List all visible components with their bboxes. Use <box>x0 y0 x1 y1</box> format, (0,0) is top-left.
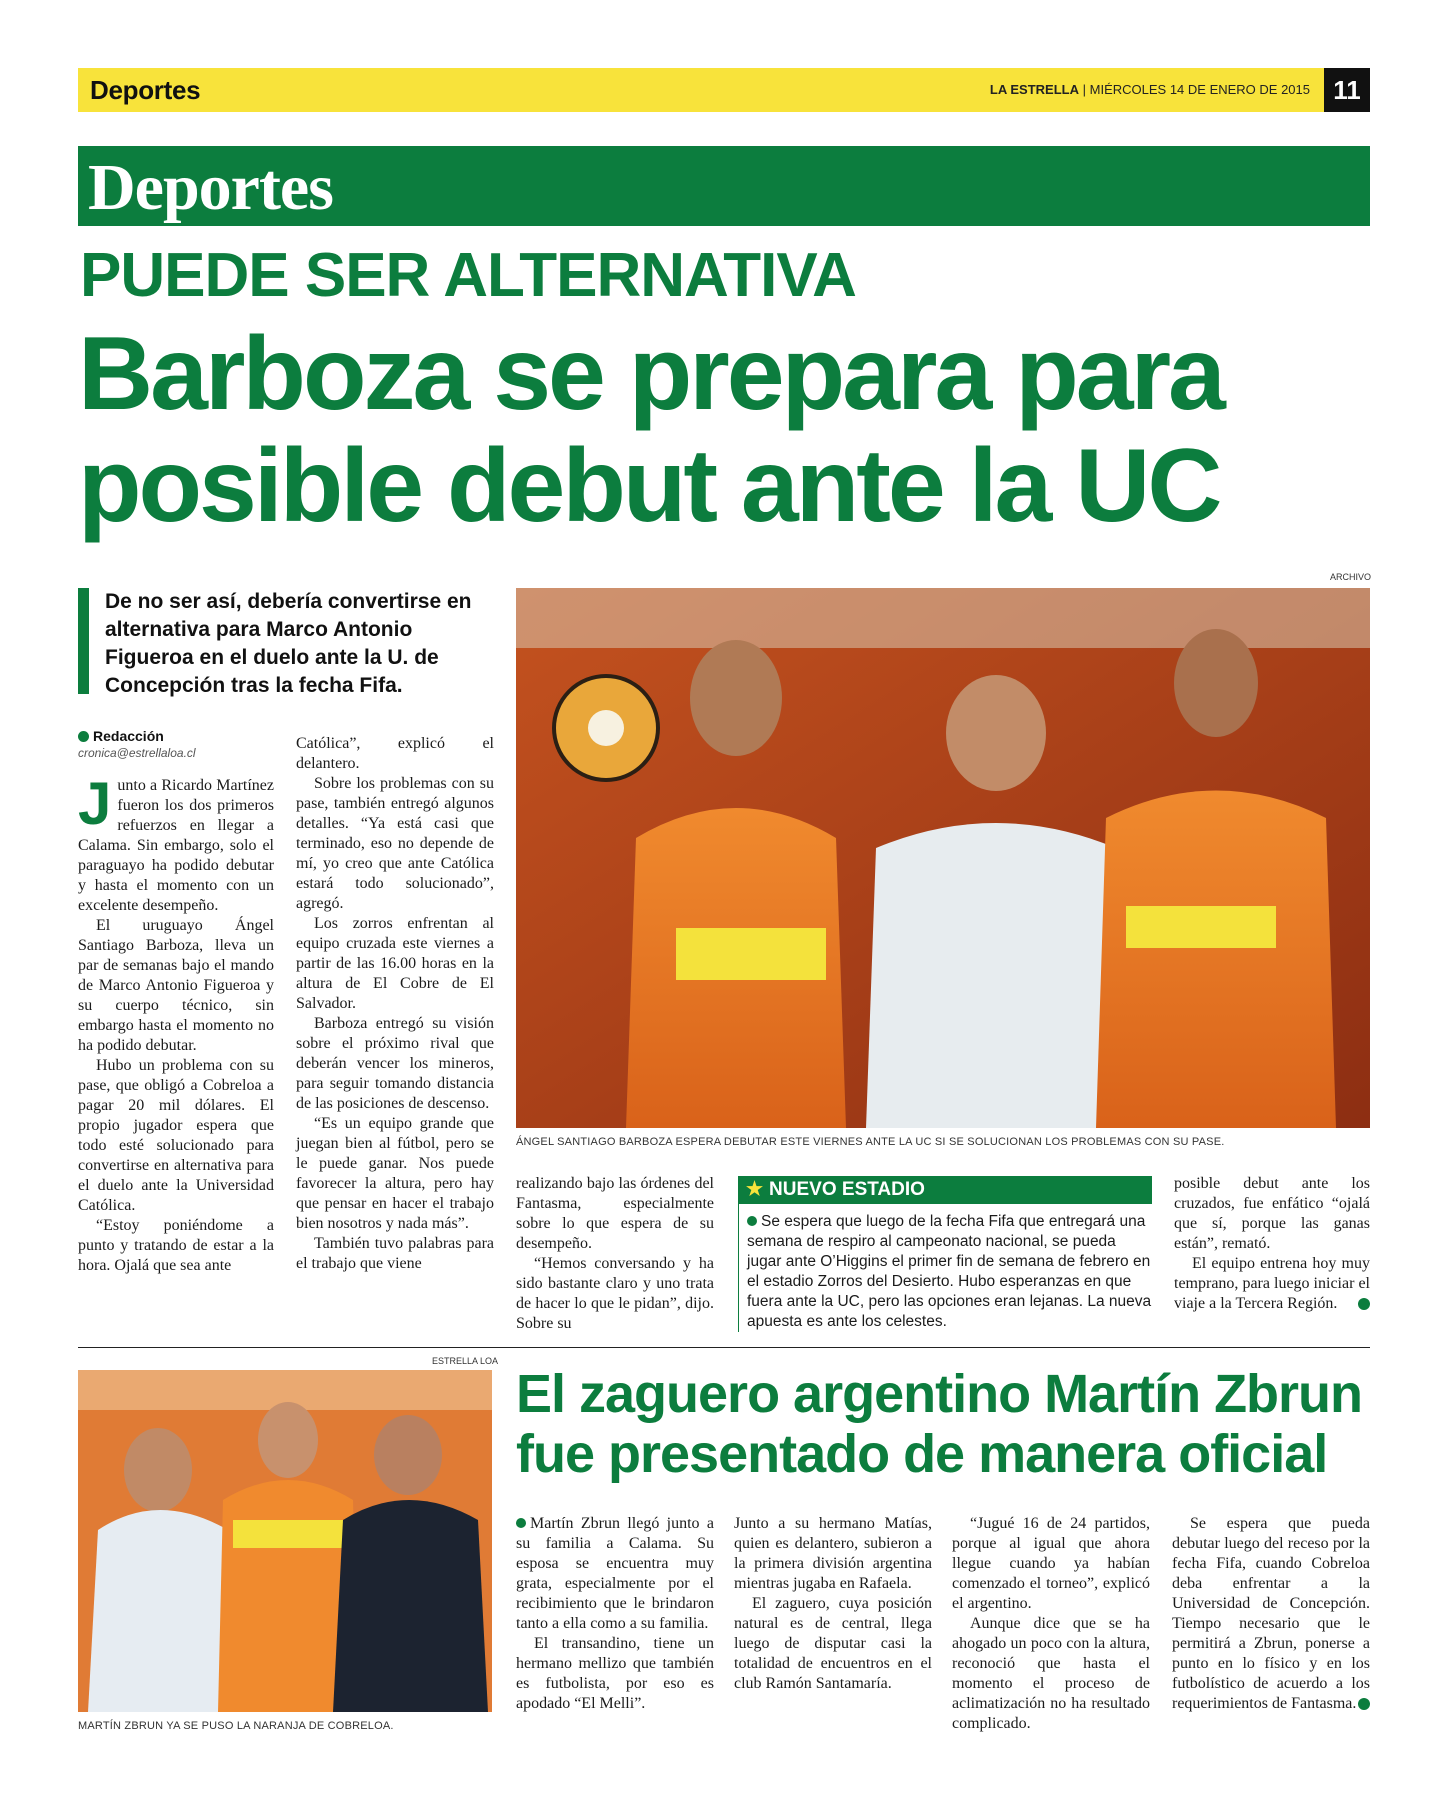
article-column-3 <box>516 1174 714 1334</box>
paragraph: “Hemos conversando y ha sido bastante claro y uno trata de hacer lo que le pidan”, dijo. Sobre su <box>516 1255 714 1332</box>
paragraph: Sobre los problemas con su pase, también entregó algunos detalles. “Ya está casi que terminado, eso no depende de mí, yo creo que ante Católica estará todo solucionado”, agregó. <box>296 775 494 912</box>
photo-zbrun-presentation <box>78 1370 492 1712</box>
section-banner <box>78 146 1370 226</box>
dateline-separator: | <box>1082 82 1087 97</box>
sidebar-box-body <box>738 1204 1152 1332</box>
end-mark-icon: ✪ <box>1358 1298 1370 1310</box>
paragraph-text: Se espera que pueda debutar luego del receso por la fecha Fifa, cuando Cobreloa deba enfrentar a la Universidad de Concepción. Tiempo necesario que le permitirá a Zbrun, ponerse a punto en lo físico y en los futbolístico de acuerdo a los requerimientos de Fantasma. <box>1172 1515 1370 1712</box>
headline-line-1: El zaguero argentino Martín Zbrun <box>516 1364 1363 1424</box>
drop-cap: J <box>78 770 112 837</box>
paragraph: posible debut ante los cruzados, fue enfático “ojalá que sí, porque las ganas están”, remató. <box>1174 1175 1370 1252</box>
publication-date: MIÉRCOLES 14 DE ENERO DE 2015 <box>1089 82 1310 97</box>
article-column-3 <box>952 1514 1150 1734</box>
paragraph-text: El equipo entrena hoy muy temprano, para luego iniciar el viaje a la Tercera Región. <box>1174 1255 1370 1312</box>
article-column-1 <box>516 1514 714 1714</box>
paragraph: Hubo un problema con su pase, que obligó a Cobreloa a pagar 20 mil dólares. El propio jugador espera que todo esté solucionado para convertirse en alternativa para el duelo ante la Universidad Católica. <box>78 1057 274 1214</box>
deck-text: De no ser así, debería convertirse en alternativa para Marco Antonio Figueroa en el duelo ante la U. de Concepción tras la fecha Fifa. <box>105 590 472 697</box>
paragraph: Junto a su hermano Matías, quien es delantero, subieron a la primera división argentina mientras jugaba en Rafaela. <box>734 1515 932 1592</box>
bullet-icon <box>516 1518 526 1528</box>
sidebar-box-header <box>738 1176 1152 1204</box>
article-column-4 <box>1172 1514 1385 1714</box>
paragraph: El transandino, tiene un hermano mellizo que también es futbolista, por eso es apodado “El Melli”. <box>516 1635 714 1712</box>
bullet-icon <box>747 1216 757 1226</box>
page-header-bar <box>78 68 1370 112</box>
sidebar-box <box>738 1176 1152 1332</box>
paragraph: Católica”, explicó el delantero. <box>296 735 494 772</box>
photo-barboza-presentation <box>516 588 1370 1128</box>
photo-caption: ÁNGEL SANTIAGO BARBOZA ESPERA DEBUTAR ESTE VIERNES ANTE LA UC SI SE SOLUCIONAN LOS PROBLEMAS CON SU PASE. <box>516 1136 1225 1148</box>
photo-caption: MARTÍN ZBRUN YA SE PUSO LA NARANJA DE COBRELOA. <box>78 1720 394 1732</box>
article-column-2 <box>296 734 494 1274</box>
sidebar-box-title: NUEVO ESTADIO <box>769 1179 925 1200</box>
paragraph: “Estoy poniéndome a punto y tratando de estar a la hora. Ojalá que sea ante <box>78 1217 274 1274</box>
paragraph: realizando bajo las órdenes del Fantasma, especialmente sobre lo que espera de su desempeño. <box>516 1175 714 1252</box>
paragraph: También tuvo palabras para el trabajo que viene <box>296 1235 494 1272</box>
article-column-1 <box>78 770 274 1276</box>
end-mark-icon: ✪ <box>1358 1698 1370 1710</box>
paragraph: Martín Zbrun llegó junto a su familia a Calama. Su esposa se encuentra muy grata, especialmente por el recibimiento que le brindaron tanto a ella como a su familia. <box>516 1515 714 1632</box>
paragraph: “Es un equipo grande que juegan bien al fútbol, pero se le puede ganar. Nos puede favorecer la altura, pero hay que pensar en hacer el trabajo bien nosotros y nada más”. <box>296 1115 494 1232</box>
paragraph: El uruguayo Ángel Santiago Barboza, lleva un par de semanas bajo el mando de Marco Antonio Figueroa y su cuerpo técnico, sin embargo hasta el momento no ha podido debutar. <box>78 917 274 1054</box>
article-kicker: PUEDE SER ALTERNATIVA <box>80 241 856 310</box>
article-column-2 <box>734 1514 932 1694</box>
byline <box>78 728 278 760</box>
byline-name: Redacción <box>93 728 164 744</box>
section-banner-title: Deportes <box>88 151 333 224</box>
photo-credit: ESTRELLA LOA <box>432 1356 499 1366</box>
page-number: 11 <box>1324 68 1370 112</box>
header-section-name: Deportes <box>90 75 201 105</box>
photo-credit: ARCHIVO <box>1330 572 1372 582</box>
sidebar-box-text: Se espera que luego de la fecha Fifa que entregará una semana de respiro al campeonato nacional, se pueda jugar ante O’Higgins el primer fin de semana de febrero en el estadio Zorros del Desierto. Hubo esperanzas en que fuera ante la UC, pero las opciones eran lejanas. La nueva apuesta es ante los celestes. <box>747 1213 1152 1330</box>
paragraph <box>1174 1254 1385 1314</box>
headline-line-2: posible debut ante la UC <box>78 428 1220 544</box>
paragraph: Los zorros enfrentan al equipo cruzada este viernes a partir de las 16.00 horas en la altura de El Cobre de El Salvador. <box>296 915 494 1012</box>
publication-name: LA ESTRELLA <box>989 82 1079 97</box>
photo-illustration <box>78 1370 492 1712</box>
paragraph <box>1172 1514 1385 1714</box>
byline-email: cronica@estrellaloa.cl <box>78 746 196 760</box>
paragraph: Barboza entregó su visión sobre el próximo rival que deberán vencer los mineros, para seguir tomando distancia de las posiciones de descenso. <box>296 1015 494 1112</box>
article-headline <box>78 318 1378 542</box>
paragraph: El zaguero, cuya posición natural es de central, llega luego de disputar casi la totalidad de encuentros en el club Ramón Santamaría. <box>734 1595 932 1692</box>
star-icon: ★ <box>746 1179 764 1200</box>
header-dateline <box>990 82 1310 97</box>
article-column-4 <box>1174 1174 1385 1314</box>
headline-line-2: fue presentado de manera oficial <box>516 1424 1328 1484</box>
article-headline <box>516 1364 1376 1484</box>
photo-illustration <box>516 588 1370 1128</box>
article-deck <box>78 588 478 697</box>
paragraph: “Jugué 16 de 24 partidos, porque al igual que ahora llegue cuando ya habían comenzado el torneo”, explicó el argentino. <box>952 1515 1150 1612</box>
article-divider <box>78 1347 1370 1348</box>
byline-bullet-icon <box>78 731 89 742</box>
paragraph: Aunque dice que se ha ahogado un poco con la altura, reconoció que hasta el momento el proceso de aclimatización no ha resultado complicado. <box>952 1615 1150 1732</box>
paragraph: unto a Ricardo Martínez fueron los dos primeros refuerzos en llegar a Calama. Sin embargo, solo el paraguayo ha podido debutar y hasta el momento con un excelente desempeño. <box>78 777 274 914</box>
headline-line-1: Barboza se prepara para <box>78 316 1223 432</box>
